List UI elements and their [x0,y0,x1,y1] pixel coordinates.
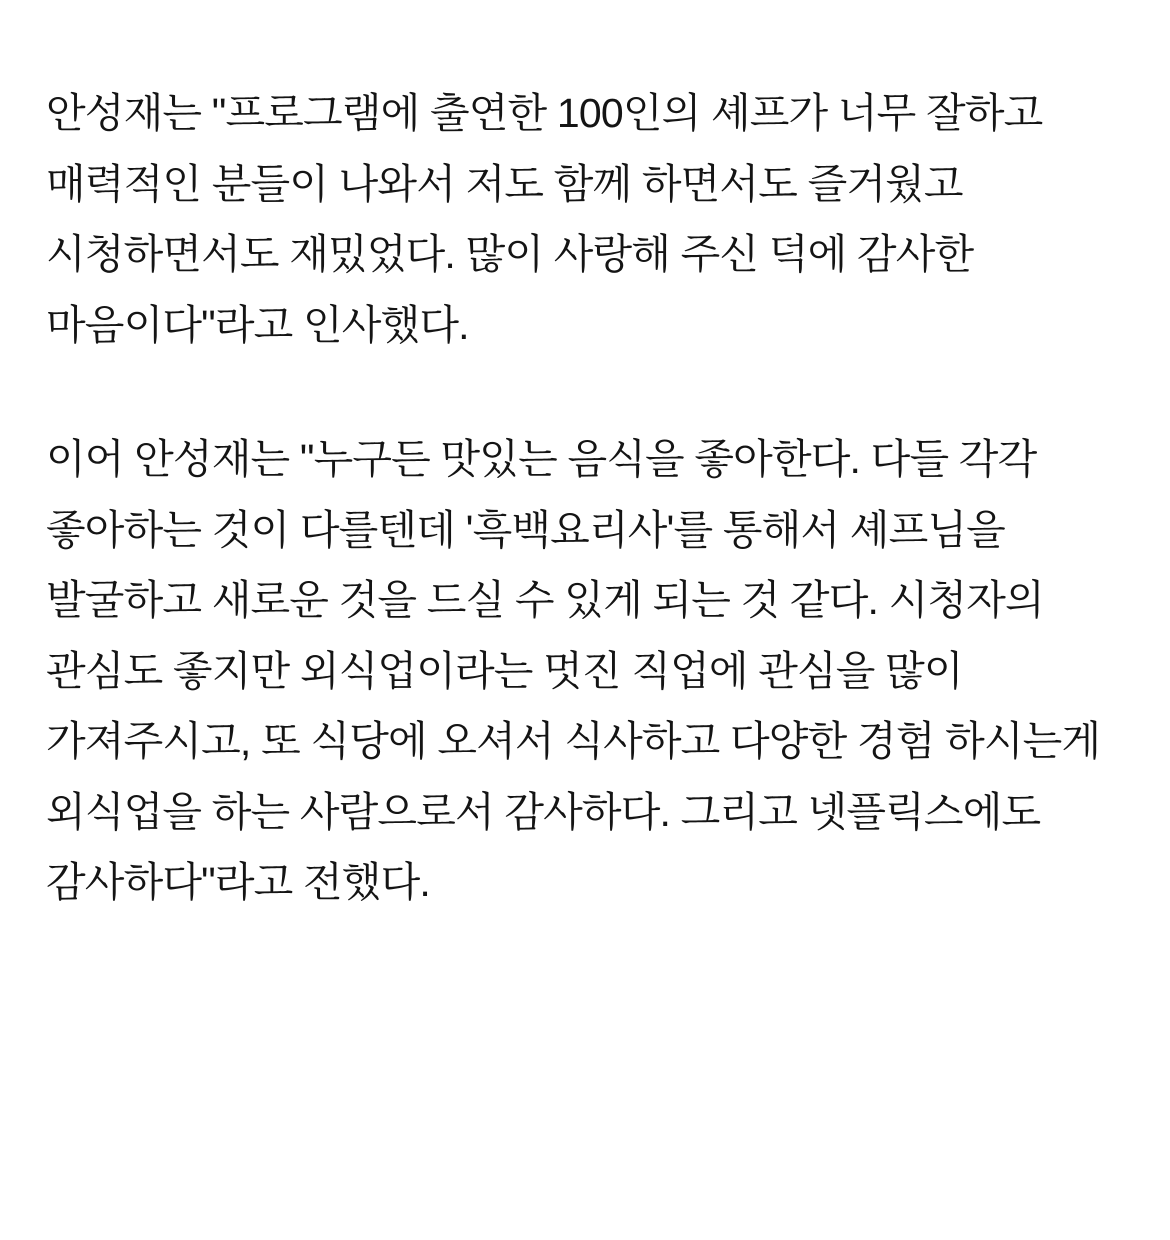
article-paragraph-2: 이어 안성재는 "누구든 맛있는 음식을 좋아한다. 다들 각각 좋아하는 것이 다를텐데 '흑백요리사'를 통해서 셰프님을 발굴하고 새로운 것을 드실 수 있게 되는 것 같다. 시청자의 관심도 좋지만 외식업이라는 멋진 직업에 관심을 많이 가져주시고, 또 식당에 오셔서 식사하고 다양한 경험 하시는게 외식업을 하는 사람으로서 감사하다. 그리고 넷플릭스에도 감사하다"라고 전했다. [46,436,1101,906]
article-paragraph-1: 안성재는 "프로그램에 출연한 100인의 셰프가 너무 잘하고 매력적인 분들이 나와서 저도 함께 하면서도 즐거웠고 시청하면서도 재밌었다. 많이 사랑해 주신 덕에 감사한 마음이다"라고 인사했다. [46,90,1043,348]
